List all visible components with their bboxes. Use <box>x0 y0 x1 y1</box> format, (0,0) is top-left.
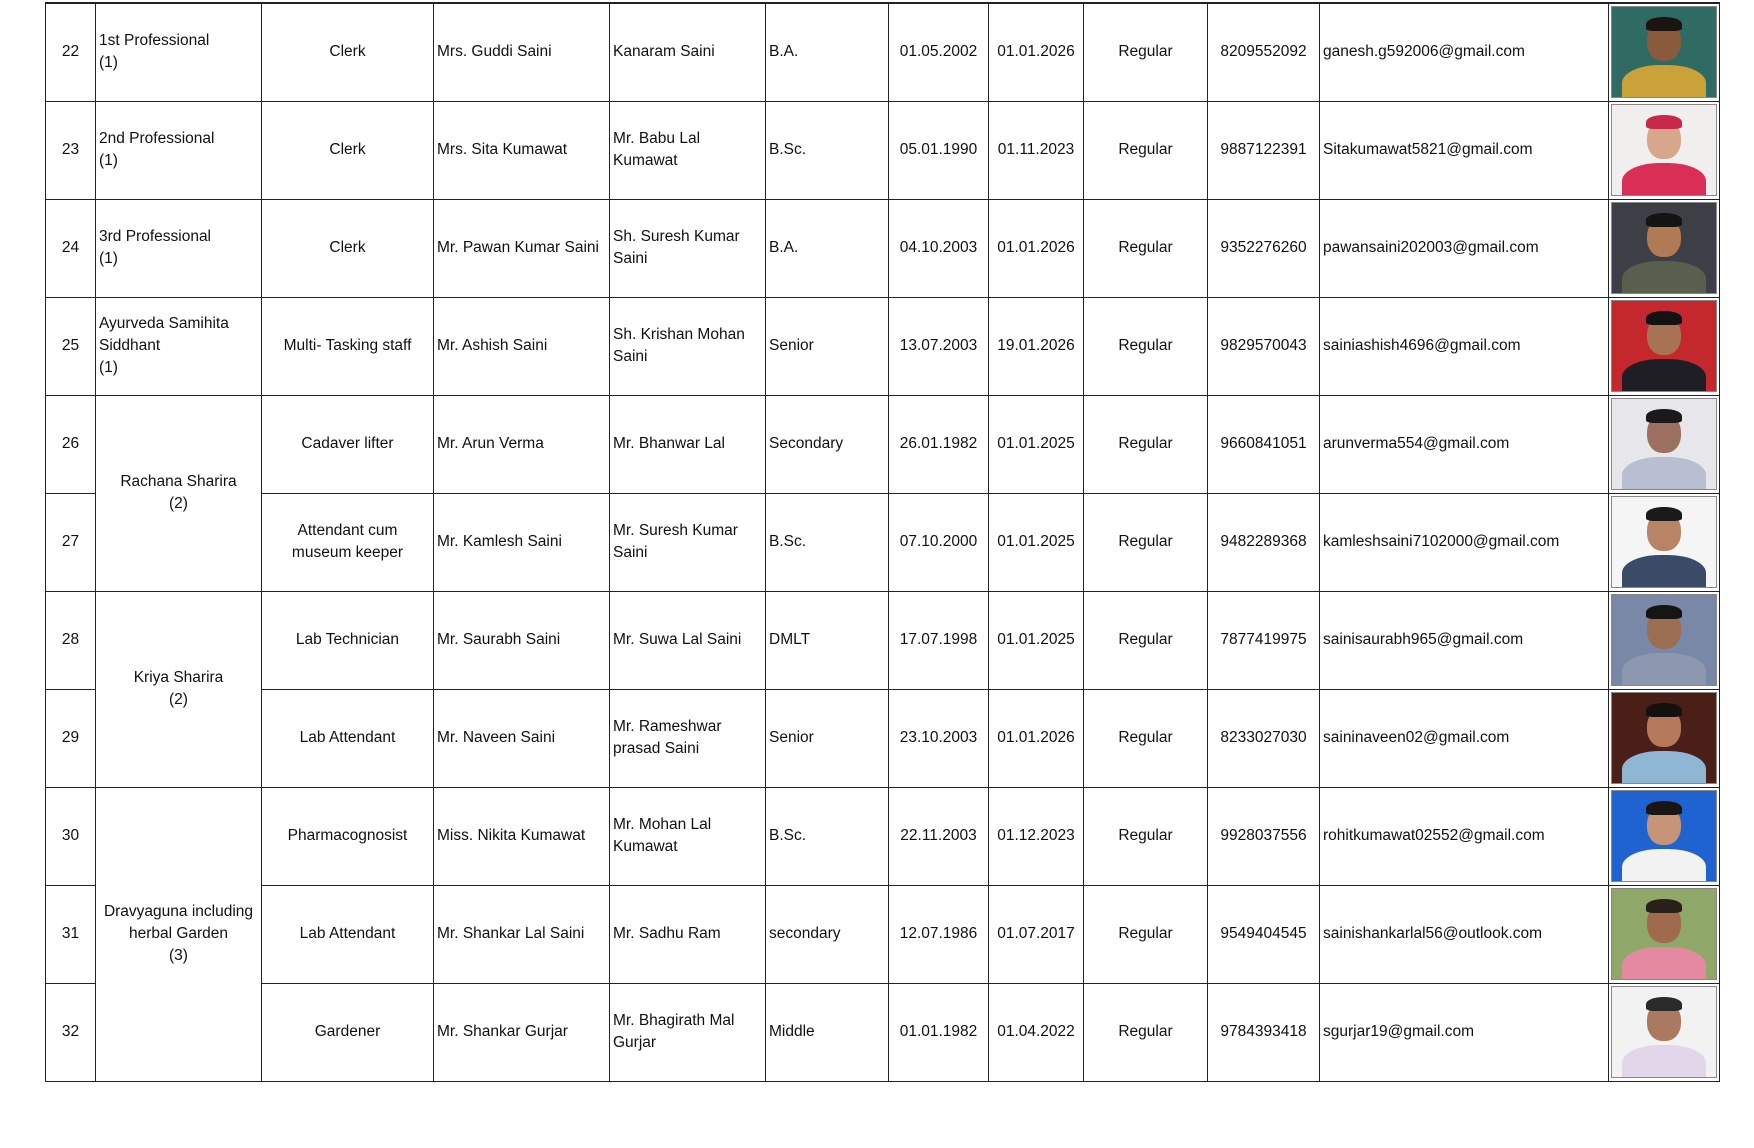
photo-shoulders <box>1622 163 1706 196</box>
date-of-birth-cell: 05.01.1990 <box>889 101 989 199</box>
table-row <box>46 983 1720 1081</box>
email-cell: sainishankarlal56@outlook.com <box>1320 885 1609 983</box>
date-of-birth-cell: 01.01.1982 <box>889 983 989 1081</box>
photo-cell <box>1609 3 1720 101</box>
email-cell: Sitakumawat5821@gmail.com <box>1320 101 1609 199</box>
post-cell: Clerk <box>262 199 434 297</box>
date-of-birth-cell: 22.11.2003 <box>889 787 989 885</box>
father-name-cell: Mr. Rameshwar prasad Saini <box>610 689 766 787</box>
serial-number-cell: 26 <box>46 395 96 493</box>
date-of-joining-cell: 01.01.2026 <box>989 199 1084 297</box>
employee-name-cell: Mr. Naveen Saini <box>434 689 610 787</box>
department-cell: Dravyaguna including herbal Garden (3) <box>96 787 262 1081</box>
person-photo <box>1611 496 1717 588</box>
employment-type-cell: Regular <box>1084 297 1208 395</box>
employment-type-cell: Regular <box>1084 101 1208 199</box>
person-photo <box>1611 888 1717 980</box>
post-cell: Lab Technician <box>262 591 434 689</box>
photo-cell <box>1609 885 1720 983</box>
serial-number-cell: 28 <box>46 591 96 689</box>
photo-cell <box>1609 493 1720 591</box>
photo-hair <box>1646 311 1682 325</box>
serial-number-cell: 27 <box>46 493 96 591</box>
date-of-joining-cell: 01.01.2026 <box>989 3 1084 101</box>
mobile-number-cell: 9887122391 <box>1208 101 1320 199</box>
employee-name-cell: Mr. Shankar Gurjar <box>434 983 610 1081</box>
serial-number-cell: 30 <box>46 787 96 885</box>
photo-hair <box>1646 115 1682 129</box>
table-row <box>46 297 1720 395</box>
employee-name-cell: Mr. Arun Verma <box>434 395 610 493</box>
mobile-number-cell: 9549404545 <box>1208 885 1320 983</box>
qualification-cell: B.A. <box>766 3 889 101</box>
photo-shoulders <box>1622 751 1706 784</box>
father-name-cell: Mr. Bhanwar Lal <box>610 395 766 493</box>
photo-hair <box>1646 899 1682 913</box>
date-of-joining-cell: 01.01.2025 <box>989 591 1084 689</box>
mobile-number-cell: 9660841051 <box>1208 395 1320 493</box>
date-of-joining-cell: 01.04.2022 <box>989 983 1084 1081</box>
photo-hair <box>1646 213 1682 227</box>
father-name-cell: Sh. Suresh Kumar Saini <box>610 199 766 297</box>
employee-name-cell: Mrs. Sita Kumawat <box>434 101 610 199</box>
table-row <box>46 199 1720 297</box>
qualification-cell: B.A. <box>766 199 889 297</box>
post-cell: Clerk <box>262 3 434 101</box>
serial-number-cell: 32 <box>46 983 96 1081</box>
employment-type-cell: Regular <box>1084 885 1208 983</box>
mobile-number-cell: 9352276260 <box>1208 199 1320 297</box>
photo-hair <box>1646 409 1682 423</box>
person-photo <box>1611 6 1717 98</box>
serial-number-cell: 29 <box>46 689 96 787</box>
father-name-cell: Mr. Suwa Lal Saini <box>610 591 766 689</box>
photo-cell <box>1609 101 1720 199</box>
photo-hair <box>1646 801 1682 815</box>
date-of-joining-cell: 01.11.2023 <box>989 101 1084 199</box>
person-photo <box>1611 300 1717 392</box>
staff-table <box>45 2 1720 1082</box>
date-of-birth-cell: 23.10.2003 <box>889 689 989 787</box>
employment-type-cell: Regular <box>1084 395 1208 493</box>
photo-cell <box>1609 395 1720 493</box>
photo-shoulders <box>1622 555 1706 588</box>
person-photo <box>1611 104 1717 196</box>
employment-type-cell: Regular <box>1084 3 1208 101</box>
photo-shoulders <box>1622 65 1706 98</box>
serial-number-cell: 25 <box>46 297 96 395</box>
father-name-cell: Mr. Suresh Kumar Saini <box>610 493 766 591</box>
qualification-cell: B.Sc. <box>766 787 889 885</box>
person-photo <box>1611 692 1717 784</box>
person-photo <box>1611 398 1717 490</box>
mobile-number-cell: 8209552092 <box>1208 3 1320 101</box>
table-row <box>46 493 1720 591</box>
qualification-cell: Secondary <box>766 395 889 493</box>
employment-type-cell: Regular <box>1084 591 1208 689</box>
department-cell: 2nd Professional (1) <box>96 101 262 199</box>
table-row <box>46 689 1720 787</box>
table-row <box>46 885 1720 983</box>
department-cell: Ayurveda Samihita Siddhant (1) <box>96 297 262 395</box>
staff-table-body <box>46 3 1720 1081</box>
email-cell: sainiashish4696@gmail.com <box>1320 297 1609 395</box>
date-of-joining-cell: 01.01.2025 <box>989 395 1084 493</box>
date-of-birth-cell: 17.07.1998 <box>889 591 989 689</box>
email-cell: sainisaurabh965@gmail.com <box>1320 591 1609 689</box>
date-of-birth-cell: 04.10.2003 <box>889 199 989 297</box>
photo-cell <box>1609 591 1720 689</box>
mobile-number-cell: 9928037556 <box>1208 787 1320 885</box>
photo-hair <box>1646 507 1682 521</box>
table-row <box>46 3 1720 101</box>
photo-cell <box>1609 199 1720 297</box>
person-photo <box>1611 790 1717 882</box>
email-cell: saininaveen02@gmail.com <box>1320 689 1609 787</box>
qualification-cell: Senior <box>766 297 889 395</box>
date-of-birth-cell: 12.07.1986 <box>889 885 989 983</box>
photo-hair <box>1646 997 1682 1011</box>
father-name-cell: Sh. Krishan Mohan Saini <box>610 297 766 395</box>
post-cell: Multi- Tasking staff <box>262 297 434 395</box>
father-name-cell: Mr. Sadhu Ram <box>610 885 766 983</box>
mobile-number-cell: 8233027030 <box>1208 689 1320 787</box>
date-of-joining-cell: 01.01.2026 <box>989 689 1084 787</box>
photo-hair <box>1646 605 1682 619</box>
mobile-number-cell: 9482289368 <box>1208 493 1320 591</box>
date-of-joining-cell: 01.12.2023 <box>989 787 1084 885</box>
photo-cell <box>1609 983 1720 1081</box>
father-name-cell: Mr. Mohan Lal Kumawat <box>610 787 766 885</box>
qualification-cell: Senior <box>766 689 889 787</box>
employment-type-cell: Regular <box>1084 493 1208 591</box>
date-of-birth-cell: 01.05.2002 <box>889 3 989 101</box>
date-of-birth-cell: 07.10.2000 <box>889 493 989 591</box>
photo-shoulders <box>1622 947 1706 980</box>
date-of-birth-cell: 26.01.1982 <box>889 395 989 493</box>
father-name-cell: Mr. Babu Lal Kumawat <box>610 101 766 199</box>
mobile-number-cell: 7877419975 <box>1208 591 1320 689</box>
employment-type-cell: Regular <box>1084 983 1208 1081</box>
employment-type-cell: Regular <box>1084 689 1208 787</box>
serial-number-cell: 22 <box>46 3 96 101</box>
post-cell: Clerk <box>262 101 434 199</box>
photo-shoulders <box>1622 457 1706 490</box>
date-of-birth-cell: 13.07.2003 <box>889 297 989 395</box>
person-photo <box>1611 986 1717 1078</box>
mobile-number-cell: 9784393418 <box>1208 983 1320 1081</box>
post-cell: Cadaver lifter <box>262 395 434 493</box>
photo-cell <box>1609 787 1720 885</box>
qualification-cell: Middle <box>766 983 889 1081</box>
photo-cell <box>1609 689 1720 787</box>
father-name-cell: Mr. Bhagirath Mal Gurjar <box>610 983 766 1081</box>
employment-type-cell: Regular <box>1084 787 1208 885</box>
photo-shoulders <box>1622 359 1706 392</box>
father-name-cell: Kanaram Saini <box>610 3 766 101</box>
department-cell: 1st Professional (1) <box>96 3 262 101</box>
department-cell: Rachana Sharira (2) <box>96 395 262 591</box>
photo-shoulders <box>1622 653 1706 686</box>
employee-name-cell: Mr. Ashish Saini <box>434 297 610 395</box>
email-cell: sgurjar19@gmail.com <box>1320 983 1609 1081</box>
email-cell: arunverma554@gmail.com <box>1320 395 1609 493</box>
email-cell: rohitkumawat02552@gmail.com <box>1320 787 1609 885</box>
mobile-number-cell: 9829570043 <box>1208 297 1320 395</box>
table-row <box>46 591 1720 689</box>
serial-number-cell: 31 <box>46 885 96 983</box>
employee-name-cell: Mr. Shankar Lal Saini <box>434 885 610 983</box>
employee-name-cell: Mr. Kamlesh Saini <box>434 493 610 591</box>
email-cell: ganesh.g592006@gmail.com <box>1320 3 1609 101</box>
post-cell: Lab Attendant <box>262 689 434 787</box>
employee-name-cell: Mr. Pawan Kumar Saini <box>434 199 610 297</box>
serial-number-cell: 24 <box>46 199 96 297</box>
employee-name-cell: Miss. Nikita Kumawat <box>434 787 610 885</box>
date-of-joining-cell: 01.07.2017 <box>989 885 1084 983</box>
employee-name-cell: Mr. Saurabh Saini <box>434 591 610 689</box>
post-cell: Gardener <box>262 983 434 1081</box>
post-cell: Pharmacognosist <box>262 787 434 885</box>
photo-hair <box>1646 17 1682 31</box>
email-cell: kamleshsaini7102000@gmail.com <box>1320 493 1609 591</box>
qualification-cell: B.Sc. <box>766 493 889 591</box>
date-of-joining-cell: 19.01.2026 <box>989 297 1084 395</box>
serial-number-cell: 23 <box>46 101 96 199</box>
email-cell: pawansaini202003@gmail.com <box>1320 199 1609 297</box>
photo-shoulders <box>1622 1045 1706 1078</box>
qualification-cell: secondary <box>766 885 889 983</box>
qualification-cell: DMLT <box>766 591 889 689</box>
date-of-joining-cell: 01.01.2025 <box>989 493 1084 591</box>
photo-cell <box>1609 297 1720 395</box>
table-row <box>46 395 1720 493</box>
table-row <box>46 101 1720 199</box>
post-cell: Attendant cum museum keeper <box>262 493 434 591</box>
table-row <box>46 787 1720 885</box>
employee-name-cell: Mrs. Guddi Saini <box>434 3 610 101</box>
post-cell: Lab Attendant <box>262 885 434 983</box>
department-cell: Kriya Sharira (2) <box>96 591 262 787</box>
photo-shoulders <box>1622 849 1706 882</box>
qualification-cell: B.Sc. <box>766 101 889 199</box>
photo-shoulders <box>1622 261 1706 294</box>
person-photo <box>1611 594 1717 686</box>
employment-type-cell: Regular <box>1084 199 1208 297</box>
photo-hair <box>1646 703 1682 717</box>
department-cell: 3rd Professional (1) <box>96 199 262 297</box>
person-photo <box>1611 202 1717 294</box>
